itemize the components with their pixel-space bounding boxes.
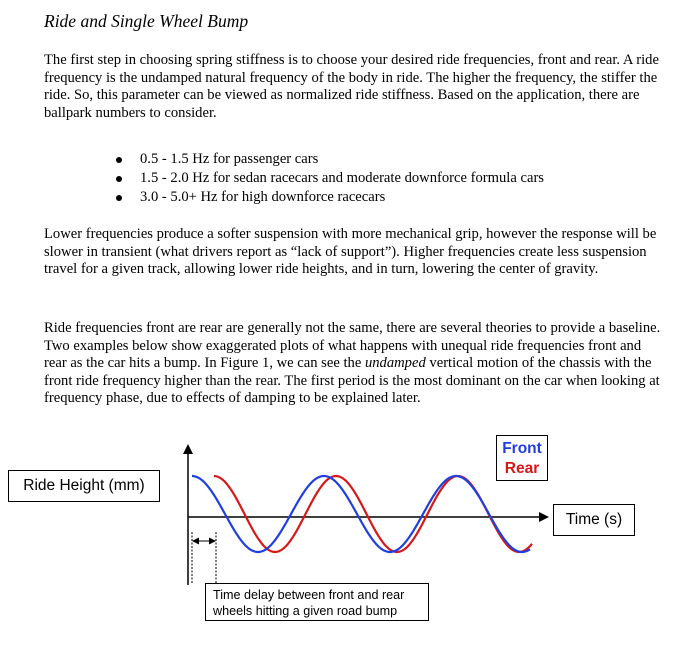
paragraph3-emphasis: undamped — [364, 355, 426, 372]
paragraph3-text-before: Ride frequencies front are rear are generally not the same, there are several theories to provide a baseline. Two examples below show exaggerated plots of what happens with unequal ride frequencies front and rear as the car hits a bump. In Figure 1, we can see the — [44, 320, 661, 372]
front-ride-height-curve — [192, 476, 530, 552]
legend-front-label: Front — [502, 440, 542, 457]
time-delay-annotation: Time delay between front and rear wheels hitting a given road bump — [205, 583, 429, 621]
legend-rear-label: Rear — [504, 460, 540, 477]
bullet-item — [112, 169, 544, 188]
bullet-dot-icon — [116, 195, 122, 201]
bullet-dot-icon — [116, 176, 122, 182]
bullet-text: 0.5 - 1.5 Hz for passenger cars — [140, 151, 319, 167]
section-heading: Ride and Single Wheel Bump — [44, 11, 249, 31]
ride-height-figure — [0, 430, 683, 668]
bullet-text: 3.0 - 5.0+ Hz for high downforce racecars — [140, 189, 386, 205]
frequency-bullet-list — [112, 150, 544, 207]
y-axis-label: Ride Height (mm) — [8, 470, 160, 502]
bullet-item — [112, 150, 544, 169]
paragraph3-text-after: vertical motion of the chassis with the front ride frequency higher than the rear. The first period is the most dominant on the car when looking at frequency phase, due to effects of damping to be explained later. — [44, 355, 660, 407]
x-axis-label: Time (s) — [553, 504, 635, 536]
paragraph-ride-frequency-intro: The first step in choosing spring stiffness is to choose your desired ride frequencies, front and rear. A ride frequency is the undamped natural frequency of the body in ride. The higher the frequency, the stiffer the ride. So, this parameter can be viewed as normalized ride stiffness. Based on the application, there are ballpark numbers to consider. — [44, 52, 659, 121]
legend — [496, 435, 548, 481]
bullet-dot-icon — [116, 157, 122, 163]
paragraph-frequency-tradeoffs: Lower frequencies produce a softer suspension with more mechanical grip, however the response will be slower in transient (what drivers report as “lack of support”). Higher frequencies create less suspension travel for a given track, allowing lower ride heights, and in turn, lowering the center of gravity. — [44, 226, 657, 278]
bullet-text: 1.5 - 2.0 Hz for sedan racecars and moderate downforce formula cars — [140, 170, 544, 186]
paragraph-front-rear-frequencies — [44, 320, 664, 408]
bullet-item — [112, 188, 544, 207]
